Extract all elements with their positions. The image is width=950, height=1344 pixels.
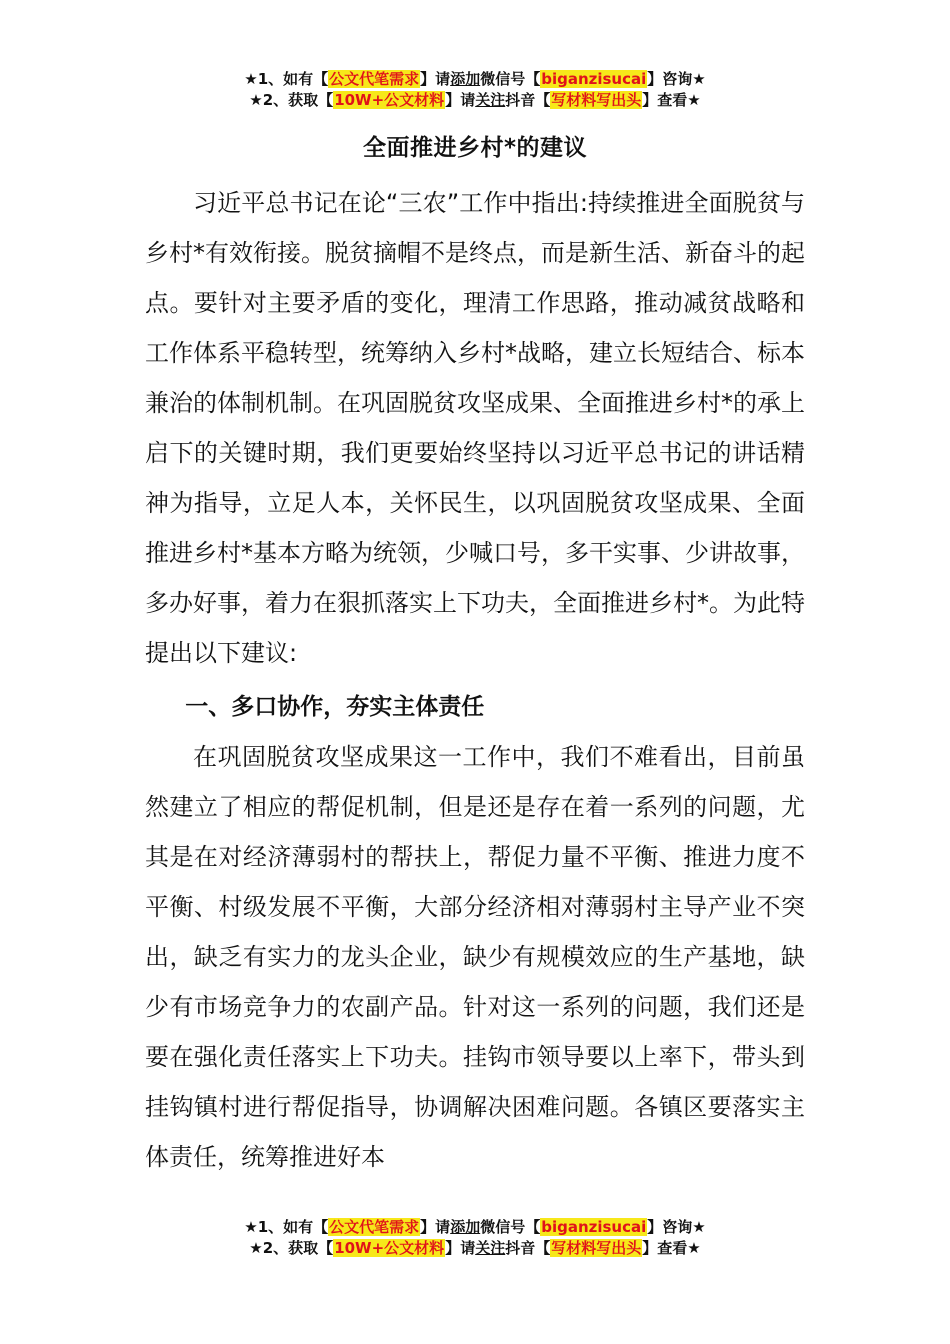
promo-underlined: 关注 [475,1239,506,1257]
section-heading: 一、多口协作，夯实主体责任 [185,694,485,720]
paragraph-intro: 习近平总书记在论“三农”工作中指出:持续推进全面脱贫与乡村*有效衔接。脱贫摘帽不是终点，而是新生活、新奋斗的起点。要针对主要矛盾的变化，理清工作思路，推动减贫战略和工作体系平稳转型，统筹纳入乡村*战略，建立长短结合、标本兼治的体制机制。在巩固脱贫攻坚成果、全面推进乡村*的承上启下的关键时期，我们更要始终坚持以习近平总书记的讲话精神为指导，立足人本，关怀民生，以巩固脱贫攻坚成果、全面推进乡村*基本方略为统领，少喊口号，多干实事、少讲故事，多办好事，着力在狠抓落实上下功夫，全面推进乡村*。为此特提出以下建议: [145,189,805,667]
promo-text: 微信号【 [480,1218,541,1236]
promo-highlight: 公文代笔需求 [329,70,420,88]
promo-highlight: 写材料写出头 [551,1239,642,1257]
promo-highlight: biganzisucai [541,70,647,88]
promo-text: ★2、获取【 [249,1239,334,1257]
promo-underlined: 添加 [450,1218,481,1236]
promo-text: 】查看★ [642,91,701,109]
promo-text: 】咨询★ [647,1218,706,1236]
promo-underlined: 关注 [475,91,506,109]
promo-text: 抖音【 [505,91,551,109]
promo-highlight: biganzisucai [541,1218,647,1236]
promo-text: ★1、如有【 [244,1218,329,1236]
promo-highlight: 公文代笔需求 [329,1218,420,1236]
promo-text: 】请 [445,91,476,109]
promo-highlight: 写材料写出头 [551,91,642,109]
promo-text: 】请 [420,70,451,88]
promo-text: 】请 [445,1239,476,1257]
promo-line-2 [0,90,950,111]
promo-banner-bottom [0,1217,950,1259]
document-body [145,178,805,1182]
promo-text: ★1、如有【 [244,70,329,88]
promo-line-1 [0,1217,950,1238]
promo-text: 微信号【 [480,70,541,88]
promo-highlight: 10W+公文材料 [334,91,445,109]
promo-text: 】咨询★ [647,70,706,88]
promo-text: 】查看★ [642,1239,701,1257]
promo-line-2 [0,1238,950,1259]
promo-line-1 [0,69,950,90]
document-title: 全面推进乡村*的建议 [362,135,588,161]
promo-underlined: 添加 [450,70,481,88]
paragraph-section-1: 在巩固脱贫攻坚成果这一工作中，我们不难看出，目前虽然建立了相应的帮促机制，但是还是存在着一系列的问题，尤其是在对经济薄弱村的帮扶上，帮促力量不平衡、推进力度不平衡、村级发展不平衡，大部分经济相对薄弱村主导产业不突出，缺乏有实力的龙头企业，缺少有规模效应的生产基地，缺少有市场竞争力的农副产品。针对这一系列的问题，我们还是要在强化责任落实上下功夫。挂钩市领导要以上率下，带头到挂钩镇村进行帮促指导，协调解决困难问题。各镇区要落实主体责任，统筹推进好本 [145,743,805,1171]
promo-highlight: 10W+公文材料 [334,1239,445,1257]
promo-text: 抖音【 [505,1239,551,1257]
promo-text: ★2、获取【 [249,91,334,109]
promo-text: 】请 [420,1218,451,1236]
promo-banner-top [0,69,950,111]
